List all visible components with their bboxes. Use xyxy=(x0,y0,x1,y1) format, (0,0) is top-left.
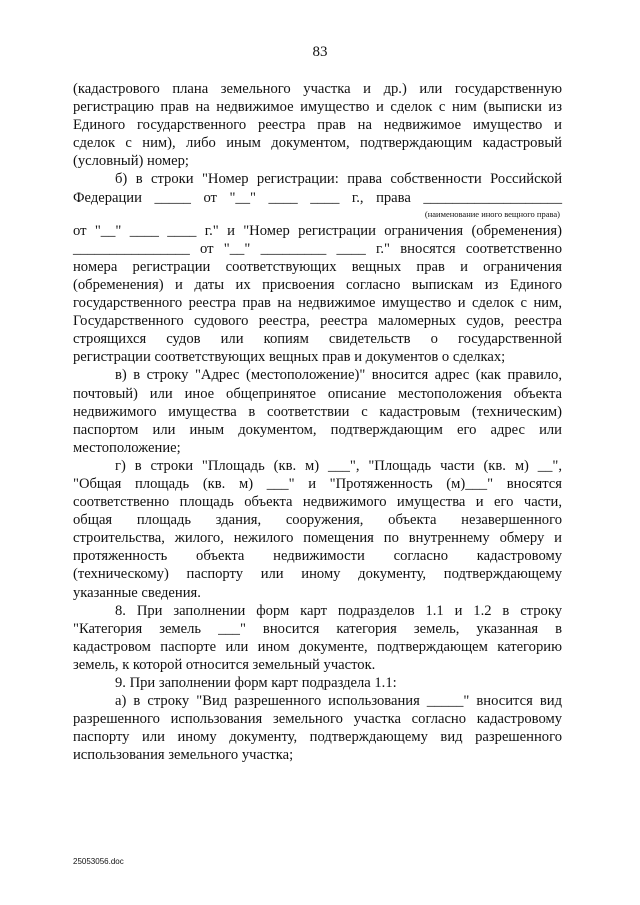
text-line: кадастровом паспорте или ином документе, подтверждающем категорию xyxy=(73,638,562,655)
text-line: в) в строку "Адрес (местоположение)" вносится адрес (как правило, xyxy=(115,367,562,384)
text-line: указанные сведения. xyxy=(73,584,201,601)
text-line: разрешенного использования земельного участка согласно кадастровому xyxy=(73,711,562,728)
footer-filename: 25053056.doc xyxy=(73,857,124,866)
text-line: г) в строки "Площадь (кв. м) ___", "Площадь части (кв. м) __", xyxy=(115,457,562,474)
text-line: Единого государственного реестра прав на недвижимое имущество и xyxy=(73,117,562,134)
text-line: строительства, жилого, нежилого помещения по внутреннему обмеру и xyxy=(73,530,562,547)
text-line: 8. При заполнении форм карт подразделов 1.1 и 1.2 в строку xyxy=(115,602,562,619)
text-line: (техническому) паспорту или иному документу, подтверждающему xyxy=(73,566,562,583)
text-line: ________________ от "__" _________ ____ г." вносятся соответственно xyxy=(73,240,562,257)
text-line: общая площадь здания, сооружения, объекта незавершенного xyxy=(73,512,562,529)
text-line: Государственного судового реестра, реестра маломерных судов, реестра xyxy=(73,313,562,330)
text-line: земель, к которой относится земельный участок. xyxy=(73,656,376,673)
text-line: почтовый) или иное общепринятое описание местоположения объекта xyxy=(73,385,562,402)
field-caption: (наименование иного вещного права) xyxy=(424,208,560,219)
text-line: местоположение; xyxy=(73,439,181,456)
text-line: строящихся судов или копиям свидетельств о государственной xyxy=(73,331,562,348)
text-line: паспорту или иному документу, подтверждающему вид разрешенного xyxy=(73,729,562,746)
text-line: б) в строки "Номер регистрации: права собственности Российской xyxy=(115,171,562,188)
text-line: "Категория земель ___" вносится категория земель, указанная в xyxy=(73,620,562,637)
text-line: Федерации _____ от "__" ____ ____ г., права ___________________ xyxy=(73,189,562,206)
text-line: недвижимого имущества в соответствии с кадастровым (техническим) xyxy=(73,403,562,420)
page-number: 83 xyxy=(312,44,328,60)
text-line: 9. При заполнении форм карт подраздела 1.1: xyxy=(115,675,397,691)
text-line: соответственно площадь объекта недвижимого имущества и его части, xyxy=(73,494,562,511)
text-line: (условный) номер; xyxy=(73,153,189,170)
text-line: номера регистрации соответствующих вещных прав и ограничения xyxy=(73,258,562,275)
text-line: (кадастрового плана земельного участка и др.) или государственную xyxy=(73,81,562,97)
text-line: "Общая площадь (кв. м) ___" и "Протяженность (м)___" вносятся xyxy=(73,475,562,492)
text-line: использования земельного участка; xyxy=(73,747,294,764)
text-line: от "__" ____ ____ г." и "Номер регистрации ограничения (обременения) xyxy=(73,222,562,239)
text-line: государственного реестра прав на недвижимое имущество и сделок с ним, xyxy=(73,295,562,312)
text-line: паспортом или иным документом, подтверждающим его адрес или xyxy=(73,421,562,438)
text-line: регистрации соответствующих вещных прав и документов о сделках; xyxy=(73,349,506,366)
text-line: регистрацию прав на недвижимое имущество и сделок с ним (выписки из xyxy=(73,99,562,116)
text-line: сделок с ним), либо иным документом, подтверждающим кадастровый xyxy=(73,135,562,152)
text-line: а) в строку "Вид разрешенного использования _____" вносится вид xyxy=(115,693,562,710)
document-body xyxy=(73,80,562,764)
text-line: протяженность объекта недвижимости согласно кадастровому xyxy=(73,548,562,565)
text-line: (обременения) и даты их присвоения согласно выпискам из Единого xyxy=(73,276,562,293)
